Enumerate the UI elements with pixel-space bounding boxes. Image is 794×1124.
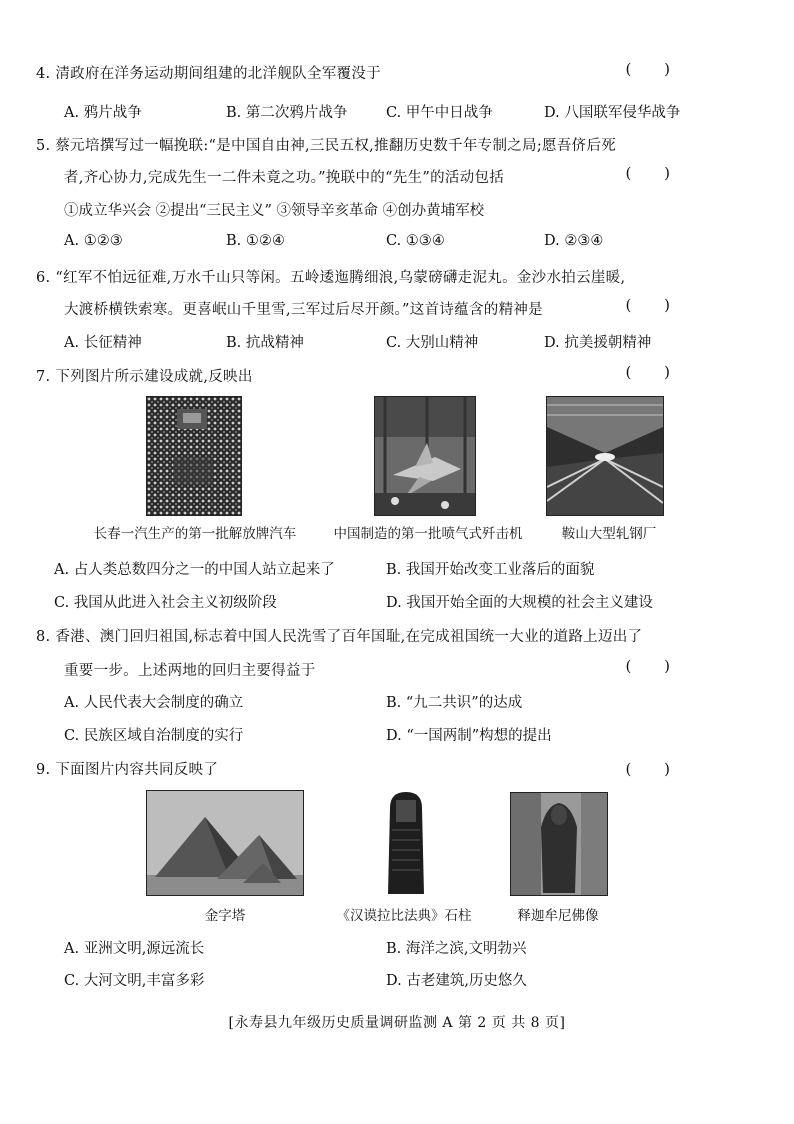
q9-option-c: C. 大河文明,丰富多彩 <box>64 973 205 989</box>
q5-items: ①成立华兴会 ②提出“三民主义” ③领导辛亥革命 ④创办黄埔军校 <box>64 203 485 219</box>
jiefang-truck-photo <box>146 396 242 516</box>
q7-option-c: C. 我国从此进入社会主义初级阶段 <box>54 595 277 611</box>
q7-option-d: D. 我国开始全面的大规模的社会主义建设 <box>386 595 653 611</box>
jet-fighter-photo <box>374 396 476 516</box>
steel-mill-caption: 鞍山大型轧钢厂 <box>561 526 657 542</box>
q6-answer-paren[interactable]: ( ) <box>625 296 684 314</box>
pyramids-photo <box>146 790 304 896</box>
q4-stem: 4. 清政府在洋务运动期间组建的北洋舰队全军覆没于 <box>36 66 381 82</box>
q6-option-d: D. 抗美援朝精神 <box>544 335 652 351</box>
q8-option-b: B. “九二共识”的达成 <box>386 695 523 711</box>
q9-option-b: B. 海洋之滨,文明勃兴 <box>386 941 527 957</box>
q6-option-c: C. 大别山精神 <box>386 335 479 351</box>
q5-option-d: D. ②③④ <box>544 233 604 249</box>
hammurabi-stele-photo <box>386 790 426 896</box>
q5-option-c: C. ①③④ <box>386 233 445 249</box>
q8-option-c: C. 民族区域自治制度的实行 <box>64 728 244 744</box>
q7-stem: 7. 下列图片所示建设成就,反映出 <box>36 369 253 385</box>
q8-option-d: D. “一国两制”构想的提出 <box>386 728 552 744</box>
q9-answer-paren[interactable]: ( ) <box>625 760 684 778</box>
q9-stem: 9. 下面图片内容共同反映了 <box>36 762 219 778</box>
q5-stem-line1: 5. 蔡元培撰写过一幅挽联:“是中国自由神,三民五权,推翻历史数千年专制之局;愿吾侪后死 <box>36 138 617 154</box>
q7-option-a: A. 占人类总数四分之一的中国人站立起来了 <box>54 562 335 578</box>
hammurabi-stele-caption: 《汉谟拉比法典》石柱 <box>336 908 472 924</box>
jet-fighter-caption: 中国制造的第一批喷气式歼击机 <box>333 526 523 542</box>
q6-option-a: A. 长征精神 <box>64 335 142 351</box>
steel-mill-photo <box>546 396 664 516</box>
q5-option-a: A. ①②③ <box>64 233 123 249</box>
q5-option-b: B. ①②④ <box>226 233 285 249</box>
jiefang-truck-caption: 长春一汽生产的第一批解放牌汽车 <box>93 526 297 542</box>
q7-answer-paren[interactable]: ( ) <box>625 363 684 381</box>
page-footer: [永寿县九年级历史质量调研监测 A 第 2 页 共 8 页] <box>228 1015 566 1031</box>
q6-stem-line2: 大渡桥横铁索寒。更喜岷山千里雪,三军过后尽开颜。”这首诗蕴含的精神是 <box>64 302 543 318</box>
pyramids-caption: 金字塔 <box>204 908 246 924</box>
q6-stem-line1: 6. “红军不怕远征难,万水千山只等闲。五岭逶迤腾细浪,乌蒙磅礴走泥丸。金沙水拍云崖暖, <box>36 270 626 286</box>
q8-option-a: A. 人民代表大会制度的确立 <box>64 695 244 711</box>
q4-option-d: D. 八国联军侵华战争 <box>544 105 681 121</box>
q5-answer-paren[interactable]: ( ) <box>625 164 684 182</box>
q4-answer-paren[interactable]: ( ) <box>625 60 684 78</box>
q7-option-b: B. 我国开始改变工业落后的面貌 <box>386 562 595 578</box>
q4-option-a: A. 鸦片战争 <box>64 105 142 121</box>
q6-option-b: B. 抗战精神 <box>226 335 304 351</box>
q4-option-b: B. 第二次鸦片战争 <box>226 105 348 121</box>
buddha-statue-photo <box>510 792 608 896</box>
q9-option-d: D. 古老建筑,历史悠久 <box>386 973 527 989</box>
q4-option-c: C. 甲午中日战争 <box>386 105 493 121</box>
q8-stem-line1: 8. 香港、澳门回归祖国,标志着中国人民洗雪了百年国耻,在完成祖国统一大业的道路上迈出了 <box>36 629 643 645</box>
q8-stem-line2: 重要一步。上述两地的回归主要得益于 <box>64 663 316 679</box>
q5-stem-line2: 者,齐心协力,完成先生一二件未竟之功。”挽联中的“先生”的活动包括 <box>64 170 505 186</box>
buddha-statue-caption: 释迦牟尼佛像 <box>517 908 599 924</box>
q8-answer-paren[interactable]: ( ) <box>625 657 684 675</box>
q9-option-a: A. 亚洲文明,源远流长 <box>64 941 205 957</box>
